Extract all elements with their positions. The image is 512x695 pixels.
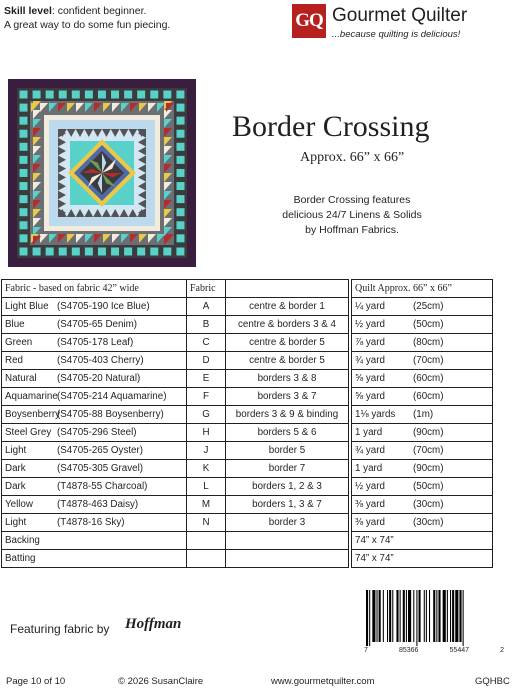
quilt-aqua-square <box>163 91 171 99</box>
quilt-aqua-square <box>177 130 185 138</box>
quilt-aqua-square <box>85 248 93 256</box>
fabric-name: Red <box>5 355 23 366</box>
pattern-intro <box>252 193 452 238</box>
fabric-name: Batting <box>5 553 36 564</box>
fabric-code: (S4705-88 Boysenberry) <box>57 409 164 420</box>
yardage: ⅜ yard <box>355 499 385 510</box>
fabric-use: borders 3 & 8 <box>226 370 349 388</box>
fabric-letter <box>187 532 226 550</box>
pattern-title: Border Crossing <box>232 110 430 143</box>
fabric-cell <box>2 460 187 478</box>
quilt-aqua-square <box>177 117 185 125</box>
fabric-letter: C <box>187 334 226 352</box>
fabric-name: Dark <box>5 481 26 492</box>
barcode-bar <box>443 590 446 642</box>
fabric-letter: D <box>187 352 226 370</box>
fabric-name: Boysenberry <box>5 409 60 420</box>
quantity-cell <box>352 316 493 334</box>
fabric-use: centre & border 5 <box>226 352 349 370</box>
fabric-use: borders 5 & 6 <box>226 424 349 442</box>
barcode-bar <box>429 590 430 642</box>
header-quilt: Quilt Approx. 66” x 66” <box>352 280 493 298</box>
gourmet-quilter-logo <box>292 4 510 46</box>
skill-value: : confident beginner. <box>51 5 147 17</box>
metric-amount: (70cm) <box>413 355 444 366</box>
barcode-bar <box>452 590 454 642</box>
yardage: 74” x 74” <box>355 553 394 564</box>
footer-page: Page 10 of 10 <box>6 676 66 687</box>
barcode-bar <box>396 590 398 642</box>
fabric-use <box>226 532 349 550</box>
footer-copyright: © 2026 SusanClaire <box>118 676 204 687</box>
barcode-bar <box>379 590 381 642</box>
fabric-name: Light <box>5 517 27 528</box>
fabric-code: (S4705-178 Leaf) <box>57 337 134 348</box>
fabric-letter: E <box>187 370 226 388</box>
fabric-cell <box>2 298 187 316</box>
quantity-cell <box>352 388 493 406</box>
fabric-name: Natural <box>5 373 37 384</box>
barcode-bar <box>424 590 425 642</box>
fabric-cell <box>2 370 187 388</box>
quantity-cell <box>352 334 493 352</box>
quilt-aqua-square <box>20 91 28 99</box>
barcode-digit-group: 85366 <box>398 647 419 654</box>
quilt-aqua-square <box>20 169 28 177</box>
table-row <box>2 442 493 460</box>
fabric-cell <box>2 442 187 460</box>
logo-tagline: ...because quilting is delicious! <box>332 29 461 40</box>
fabric-cell <box>2 334 187 352</box>
table-row <box>2 424 493 442</box>
quilt-aqua-square <box>59 248 67 256</box>
quantity-cell <box>352 514 493 532</box>
barcode-bar <box>389 590 391 642</box>
yardage: ⅝ yard <box>355 373 385 384</box>
footer-website: www.gourmetquilter.com <box>271 676 375 687</box>
fabric-use: centre & border 1 <box>226 298 349 316</box>
fabric-use: borders 1, 2 & 3 <box>226 478 349 496</box>
metric-amount: (80cm) <box>413 337 444 348</box>
metric-amount: (1m) <box>413 409 434 420</box>
quilt-aqua-square <box>177 208 185 216</box>
fabric-cell <box>2 514 187 532</box>
quantity-cell <box>352 532 493 550</box>
quantity-cell <box>352 298 493 316</box>
fabric-cell <box>2 496 187 514</box>
quilt-aqua-square <box>176 91 184 99</box>
quilt-aqua-square <box>20 117 28 125</box>
quantity-cell <box>352 352 493 370</box>
barcode-digit-group: 7 <box>364 647 368 654</box>
fabric-name: Dark <box>5 463 26 474</box>
barcode-bar <box>369 590 370 646</box>
quilt-aqua-square <box>177 169 185 177</box>
table-row <box>2 298 493 316</box>
table-row <box>2 370 493 388</box>
fabric-name: Steel Grey <box>5 427 52 438</box>
metric-amount: (30cm) <box>413 499 444 510</box>
quilt-aqua-square <box>177 104 185 112</box>
metric-amount: (90cm) <box>413 463 444 474</box>
fabric-name: Aquamarine <box>5 391 58 402</box>
fabric-code: (S4705-403 Cherry) <box>57 355 144 366</box>
quilt-aqua-square <box>176 248 184 256</box>
table-body <box>2 298 493 568</box>
quilt-aqua-square <box>20 234 28 242</box>
yardage: 1 yard <box>355 463 383 474</box>
fabric-letter: K <box>187 460 226 478</box>
fabric-cell <box>2 388 187 406</box>
barcode-bar <box>447 590 448 642</box>
barcode-bar <box>433 590 435 642</box>
gq-logo-mark: GQ <box>292 4 326 38</box>
table-row <box>2 352 493 370</box>
quilt-aqua-square <box>98 91 106 99</box>
yardage: ¾ yard <box>355 355 385 366</box>
fabric-cell <box>2 406 187 424</box>
barcode-bar <box>455 590 458 642</box>
fabric-name: Blue <box>5 319 25 330</box>
quilt-aqua-square <box>177 221 185 229</box>
barcode-bar <box>459 590 461 642</box>
barcode-digit-group: 2 <box>500 647 504 654</box>
yardage: 74” x 74” <box>355 535 394 546</box>
fabric-code: (T4878-463 Daisy) <box>57 499 139 510</box>
intro-line-2: delicious 24/7 Linens & Solids <box>282 209 422 221</box>
barcode-bar <box>406 590 407 642</box>
quilt-aqua-square <box>177 234 185 242</box>
fabric-use <box>226 550 349 568</box>
table-header-row <box>2 280 493 298</box>
fabric-requirements-table <box>1 279 493 568</box>
quantity-cell <box>352 550 493 568</box>
quantity-cell <box>352 370 493 388</box>
quilt-aqua-square <box>72 248 80 256</box>
quilt-aqua-square <box>33 91 41 99</box>
barcode-bar <box>438 590 440 642</box>
fabric-use: border 5 <box>226 442 349 460</box>
quilt-aqua-square <box>111 91 119 99</box>
quilt-aqua-square <box>20 104 28 112</box>
fabric-letter: H <box>187 424 226 442</box>
yardage: 1 yard <box>355 427 383 438</box>
skill-level <box>4 4 170 32</box>
quilt-aqua-square <box>20 130 28 138</box>
yardage: 1⅛ yards <box>355 409 396 420</box>
fabric-cell <box>2 316 187 334</box>
table-row <box>2 388 493 406</box>
fabric-code: (S4705-305 Gravel) <box>57 463 144 474</box>
logo-name: Gourmet Quilter <box>332 5 468 26</box>
metric-amount: (70cm) <box>413 445 444 456</box>
table-row <box>2 406 493 424</box>
quilt-aqua-square <box>150 248 158 256</box>
quantity-cell <box>352 424 493 442</box>
metric-amount: (60cm) <box>413 373 444 384</box>
fabric-letter: N <box>187 514 226 532</box>
quantity-cell <box>352 406 493 424</box>
fabric-code: (S4705-265 Oyster) <box>57 445 144 456</box>
table-row <box>2 550 493 568</box>
barcode-bar <box>372 590 375 642</box>
barcode-bar <box>426 590 427 642</box>
barcode-bar <box>387 590 388 642</box>
pattern-size: Approx. 66” x 66” <box>300 150 405 165</box>
barcode-bar <box>408 590 411 642</box>
table-row <box>2 514 493 532</box>
barcode-bar <box>377 590 378 642</box>
table-row <box>2 478 493 496</box>
fabric-code: (T4878-55 Charcoal) <box>57 481 148 492</box>
fabric-name: Light Blue <box>5 301 49 312</box>
quantity-cell <box>352 442 493 460</box>
fabric-code: (S4705-190 Ice Blue) <box>57 301 150 312</box>
barcode-bar <box>403 590 405 642</box>
yardage: ⅞ yard <box>355 337 385 348</box>
table-row <box>2 316 493 334</box>
yardage: ⅝ yard <box>355 391 385 402</box>
fabric-cell <box>2 550 187 568</box>
quilt-aqua-square <box>124 91 132 99</box>
metric-amount: (50cm) <box>413 481 444 492</box>
intro-line-3: by Hoffman Fabrics. <box>305 224 399 236</box>
fabric-cell <box>2 352 187 370</box>
yardage: ¼ yard <box>355 301 385 312</box>
fabric-letter: B <box>187 316 226 334</box>
quantity-cell <box>352 478 493 496</box>
quilt-aqua-square <box>20 221 28 229</box>
fabric-letter: G <box>187 406 226 424</box>
quilt-aqua-square <box>98 248 106 256</box>
table-row <box>2 496 493 514</box>
fabric-cell <box>2 424 187 442</box>
barcode-bar <box>416 590 417 646</box>
barcode-bar <box>392 590 393 642</box>
metric-amount: (30cm) <box>413 517 444 528</box>
fabric-code: (S4705-20 Natural) <box>57 373 141 384</box>
quilt-aqua-square <box>137 248 145 256</box>
fabric-name: Light <box>5 445 27 456</box>
metric-amount: (25cm) <box>413 301 444 312</box>
quantity-cell <box>352 460 493 478</box>
header-letter: Fabric <box>187 280 226 298</box>
quilt-illustration <box>8 79 196 267</box>
table-row <box>2 334 493 352</box>
hoffman-logo: Hoffman <box>125 616 182 632</box>
fabric-letter: L <box>187 478 226 496</box>
intro-name: Border Crossing <box>293 194 370 206</box>
fabric-cell <box>2 478 187 496</box>
fabric-cell <box>2 532 187 550</box>
header-use <box>226 280 349 298</box>
quilt-aqua-square <box>46 91 54 99</box>
fabric-name: Yellow <box>5 499 33 510</box>
quilt-aqua-square <box>177 143 185 151</box>
fabric-use: borders 3 & 7 <box>226 388 349 406</box>
fabric-use: border 3 <box>226 514 349 532</box>
yardage: ¾ yard <box>355 445 385 456</box>
quilt-aqua-square <box>177 182 185 190</box>
fabric-use: borders 1, 3 & 7 <box>226 496 349 514</box>
footer-code: GQHBC <box>475 676 510 687</box>
quilt-aqua-square <box>46 248 54 256</box>
table-row <box>2 460 493 478</box>
quilt-aqua-square <box>72 91 80 99</box>
yardage: ⅜ yard <box>355 517 385 528</box>
fabric-code: (S4705-296 Steel) <box>57 427 137 438</box>
barcode-bar <box>366 590 368 646</box>
fabric-use: centre & border 5 <box>226 334 349 352</box>
metric-amount: (90cm) <box>413 427 444 438</box>
barcode-bar <box>450 590 451 642</box>
barcode-digit-group: 55447 <box>449 647 469 654</box>
fabric-use: border 7 <box>226 460 349 478</box>
quilt-aqua-square <box>20 195 28 203</box>
quilt-aqua-square <box>163 248 171 256</box>
yardage: ½ yard <box>355 319 385 330</box>
quilt-aqua-square <box>150 91 158 99</box>
quilt-aqua-square <box>177 156 185 164</box>
quilt-aqua-square <box>20 208 28 216</box>
barcode-bar <box>413 590 414 642</box>
skill-label: Skill level <box>4 5 52 17</box>
fabric-letter: J <box>187 442 226 460</box>
fabric-code: (T4878-16 Sky) <box>57 517 125 528</box>
quilt-aqua-square <box>124 248 132 256</box>
barcode-digits <box>364 647 504 654</box>
header-fabric: Fabric - based on fabric 42” wide <box>2 280 187 298</box>
table-row <box>2 532 493 550</box>
fabric-use: borders 3 & 9 & binding <box>226 406 349 424</box>
quilt-aqua-square <box>20 143 28 151</box>
page-footer <box>0 676 512 692</box>
yardage: ½ yard <box>355 481 385 492</box>
quilt-aqua-square <box>33 248 41 256</box>
metric-amount: (60cm) <box>413 391 444 402</box>
barcode-bar <box>400 590 401 642</box>
fabric-letter: M <box>187 496 226 514</box>
intro-rest: features <box>369 194 411 206</box>
fabric-name: Green <box>5 337 33 348</box>
barcode <box>364 590 504 646</box>
quilt-aqua-square <box>59 91 67 99</box>
quilt-aqua-square <box>111 248 119 256</box>
quilt-aqua-square <box>20 248 28 256</box>
skill-note: A great way to do some fun piecing. <box>4 19 171 31</box>
metric-amount: (50cm) <box>413 319 444 330</box>
quilt-aqua-square <box>85 91 93 99</box>
barcode-bar <box>463 590 464 646</box>
fabric-use: centre & borders 3 & 4 <box>226 316 349 334</box>
quilt-aqua-square <box>20 156 28 164</box>
fabric-letter <box>187 550 226 568</box>
barcode-bar <box>436 590 437 642</box>
quilt-aqua-square <box>20 182 28 190</box>
barcode-bar <box>383 590 384 642</box>
quantity-cell <box>352 496 493 514</box>
fabric-name: Backing <box>5 535 40 546</box>
fabric-letter: F <box>187 388 226 406</box>
barcode-bar <box>419 590 421 642</box>
featuring-label: Featuring fabric by <box>10 622 110 636</box>
fabric-code: (S4705-214 Aquamarine) <box>57 391 167 402</box>
fabric-code: (S4705-65 Denim) <box>57 319 138 330</box>
quilt-aqua-square <box>177 195 185 203</box>
quilt-aqua-square <box>137 91 145 99</box>
fabric-letter: A <box>187 298 226 316</box>
